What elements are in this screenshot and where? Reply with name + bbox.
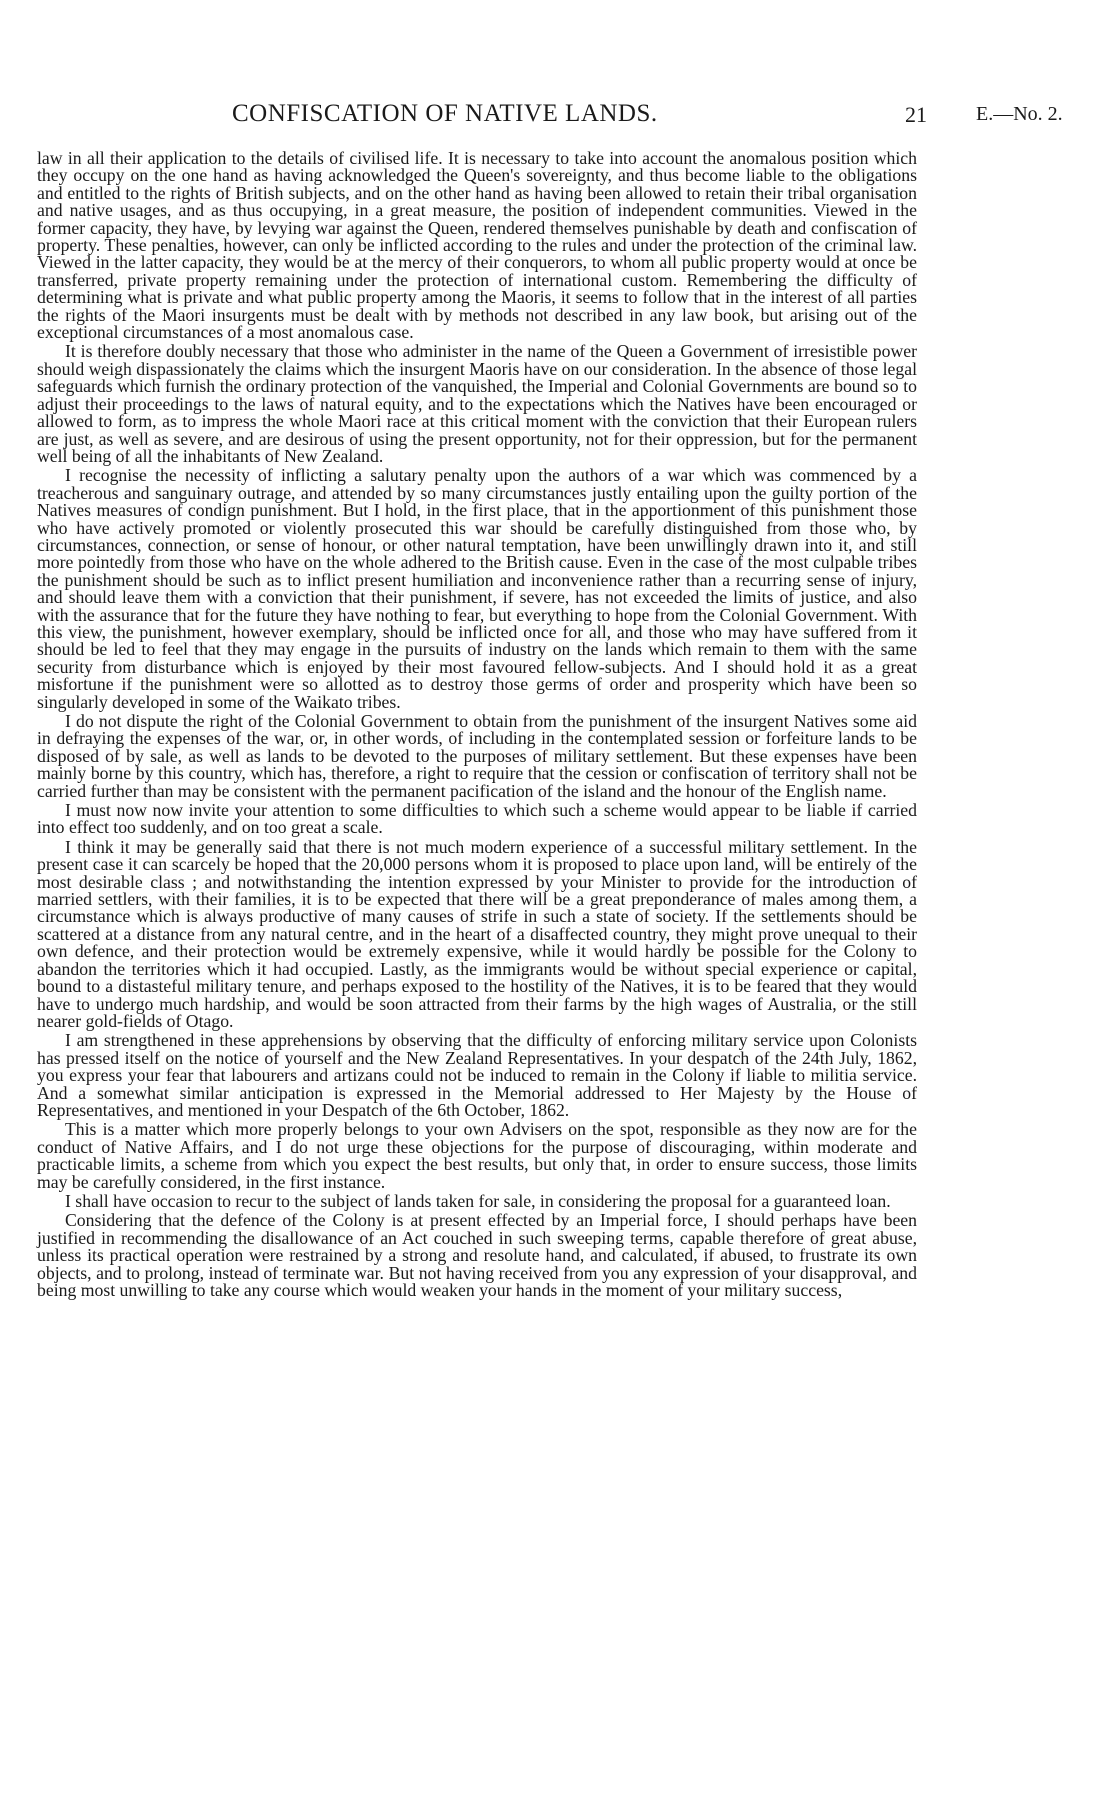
paragraph: I am strengthened in these apprehensions by observing that the difficulty of enforcing military service upon Colonists has pressed itself on the notice of yourself and the New Zealand Representatives. In your despatch of the 24th July, 1862, you express your fear that labourers and artizans could not be induced to remain in the Colony if liable to militia service. And a somewhat similar anticipation is expressed in the Memorial addressed to Her Majesty by the House of Representatives, and mentioned in your Despatch of the 6th October, 1862. [37,1030,917,1120]
page-number: 21 [905,102,927,127]
paragraph: I shall have occasion to recur to the subject of lands taken for sale, in considering the proposal for a guaranteed loan. [65,1190,891,1211]
paragraph: This is a matter which more properly belongs to your own Advisers on the spot, responsible as they now are for the conduct of Native Affairs, and I do not urge these objections for the purpose of discouraging, within moderate and practicable limits, a scheme from which you expect the best results, but only that, in order to ensure success, those limits may be carefully considered, in the first instance. [37,1119,917,1192]
paragraph: I do not dispute the right of the Colonial Government to obtain from the punishment of the insurgent Natives some aid in defraying the expenses of the war, or, in other words, of including in the contemplated session or forfeiture lands to be disposed of by sale, as well as lands to be devoted to the purposes of military settlement. But these expenses have been mainly borne by this country, which has, therefore, a right to require that the cession or confiscation of territory shall not be carried further than may be consistent with the permanent pacification of the island and the honour of the English name. [37,711,917,801]
paragraph: law in all their application to the details of civilised life. It is necessary to take into account the anomalous position which they occupy on the one hand as having acknowledged the Queen's sovereignty, and thus become liable to the obligations and entitled to the rights of British subjects, and on the other hand as having been allowed to retain their tribal organisation and native usages, and as thus occupying, in a great measure, the position of independent communities. Viewed in the former capacity, they have, by levying war against the Queen, rendered themselves punishable by death and confiscation of property. These penalties, however, can only be inflicted according to the rules and under the protection of the criminal law. Viewed in the latter capacity, they would be at the mercy of their conquerors, to whom all public property would at once be transferred, private property remaining under the protection of international custom. Remembering the difficulty of determining what is private and what public property among the Maoris, it seems to follow that in the interest of all parties the rights of the Maori insurgents must be dealt with by methods not described in any law book, but arising out of the exceptional circumstances of a most anomalous case. [37,148,917,343]
running-title: CONFISCATION OF NATIVE LANDS. [232,100,658,127]
paragraph: It is therefore doubly necessary that those who administer in the name of the Queen a Government of irresistible power should weigh dispassionately the claims which the insurgent Maoris have on our consideration. In the absence of those legal safeguards which furnish the ordinary protection of the vanquished, the Imperial and Colonial Governments are bound so to adjust their proceedings to the laws of natural equity, and to the expectations which the Natives have been encouraged or allowed to form, as to impress the whole Maori race at this critical moment with the conviction that their European rulers are just, as well as severe, and are desirous of using the present opportunity, not for their oppression, but for the permanent well being of all the inhabitants of New Zealand. [37,341,917,466]
paragraph: I recognise the necessity of inflicting a salutary penalty upon the authors of a war which was commenced by a treacherous and sanguinary outrage, and attended by so many circumstances justly entailing upon the guilty portion of the Natives measures of condign punishment. But I hold, in the first place, that in the apportionment of this punishment those who have actively promoted or violently prosecuted this war should be carefully distinguished from those who, by circumstances, connection, or sense of honour, or other natural temptation, have been unwillingly drawn into it, and still more pointedly from those who have on the whole adhered to the British cause. Even in the case of the most culpable tribes the punishment should be such as to inflict present humiliation and inconvenience rather than a recurring sense of injury, and should leave them with a conviction that their punishment, if severe, has not exceeded the limits of justice, and also with the assurance that for the future they have nothing to fear, but everything to hope from the Colonial Government. With this view, the punishment, however exemplary, should be inflicted once for all, and those who may have suffered from it should be led to feel that they may engage in the pursuits of industry on the lands which remain to them with the same security from disturbance which is enjoyed by their most favoured fellow-subjects. And I should hold it as a great misfortune if the punishment were so allotted as to destroy those germs of order and prosperity which have been so singularly developed in some of the Waikato tribes. [37,465,917,712]
paragraph: Considering that the defence of the Colony is at present effected by an Imperial force, I should perhaps have been justified in recommending the disallowance of an Act couched in such sweeping terms, capable therefore of great abuse, unless its practical operation were restrained by a strong and resolute hand, and calculated, if abused, to frustrate its own objects, and to prolong, instead of terminate war. But not having received from you any expression of your disapproval, and being most unwilling to take any course which would weaken your hands in the moment of your military success, [37,1210,917,1300]
page-header [0,100,1114,130]
body-text [37,150,917,1301]
paragraph: I think it may be generally said that there is not much modern experience of a successful military settlement. In the present case it can scarcely be hoped that the 20,000 persons whom it is proposed to place upon land, will be entirely of the most desirable class ; and notwithstanding the intention expressed by your Minister to provide for the introduction of married settlers, with their families, it is to be expected that there will be a great preponderance of males among them, a circumstance which is always productive of many causes of strife in such a state of society. If the settlements should be scattered at a distance from any natural centre, and in the heart of a disaffected country, they might prove unequal to their own defence, and their protection would be extremely expensive, while it would hardly be possible for the Colony to abandon the territories which it had occupied. Lastly, as the immigrants would be without special experience or capital, bound to a distasteful military tenure, and perhaps exposed to the hostility of the Natives, it is to be feared that they would have to undergo much hardship, and would be soon attracted from their farms by the high wages of Australia, or the still nearer gold-fields of Otago. [37,836,917,1031]
document-reference: E.—No. 2. [976,103,1063,125]
paragraph: I must now now invite your attention to some difficulties to which such a scheme would appear to be liable if carried into effect too suddenly, and on too great a scale. [37,800,917,838]
